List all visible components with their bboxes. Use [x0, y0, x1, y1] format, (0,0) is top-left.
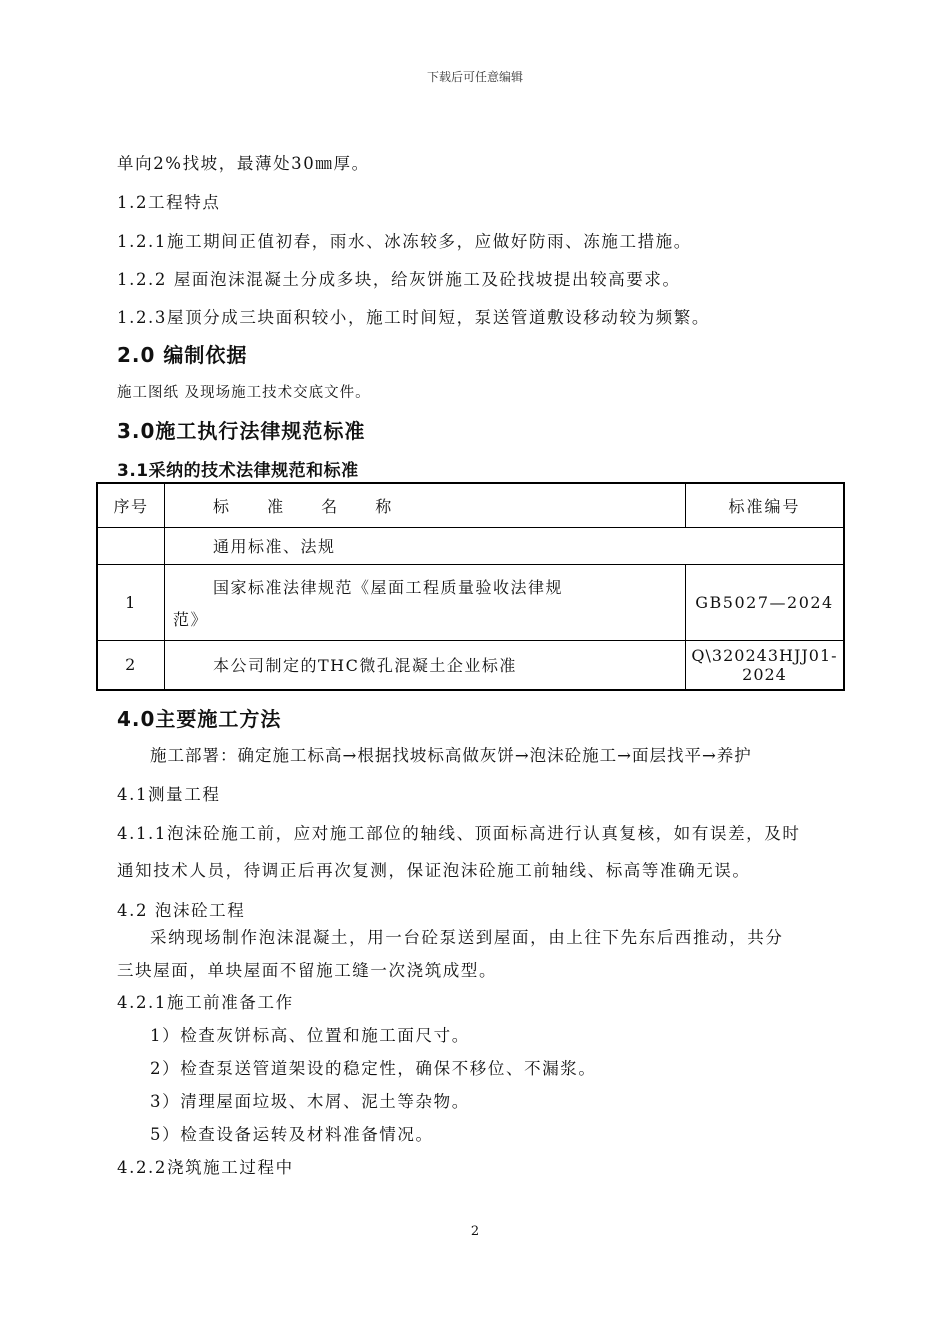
- paragraph-1-2-1: 1.2.1施工期间正值初春，雨水、冰冻较多，应做好防雨、冻施工措施。: [117, 232, 692, 251]
- heading-4-1: 4.1测量工程: [117, 785, 221, 804]
- list-item: 2）检查泵送管道架设的稳定性，确保不移位、不漏浆。: [150, 1059, 597, 1078]
- heading-3-0: 3.0施工执行法律规范标准: [117, 419, 366, 443]
- row-1-code: GB5027—2024: [686, 564, 845, 640]
- table-row: [97, 564, 844, 640]
- paragraph-1-2-3: 1.2.3屋顶分成三块面积较小，施工时间短，泵送管道敷设移动较为频繁。: [117, 308, 710, 327]
- page-header: 下载后可任意编辑: [426, 70, 523, 84]
- paragraph-basis: 施工图纸 及现场施工技术交底文件。: [117, 385, 371, 401]
- page-number: 2: [470, 1224, 480, 1239]
- paragraph-4-1-1-line2: 通知技术人员，待调正后再次复测，保证泡沫砼施工前轴线、标高等准确无误。: [117, 861, 751, 880]
- paragraph-1-2-2: 1.2.2 屋面泡沫混凝土分成多块，给灰饼施工及砼找坡提出较高要求。: [117, 270, 681, 289]
- table-header-row: [97, 483, 844, 527]
- list-item: 3）清理屋面垃圾、木屑、泥土等杂物。: [150, 1092, 470, 1111]
- heading-4-2-1: 4.2.1施工前准备工作: [117, 993, 294, 1012]
- heading-2-0: 2.0 编制依据: [117, 343, 248, 367]
- header-no: 序号: [97, 483, 165, 527]
- table-row: [97, 640, 844, 690]
- heading-4-0: 4.0主要施工方法: [117, 707, 282, 731]
- paragraph-4-2-line2: 三块屋面，单块屋面不留施工缝一次浇筑成型。: [117, 961, 498, 980]
- row-2-code: Q\320243HJJ01-2024: [686, 640, 845, 690]
- header-name: 标 准 名 称: [165, 483, 686, 527]
- row-2-name: 本公司制定的THC微孔混凝土企业标准: [165, 640, 686, 690]
- paragraph-4-1-1-line1: 4.1.1泡沫砼施工前，应对施工部位的轴线、顶面标高进行认真复核，如有误差，及时: [117, 824, 801, 843]
- table-section-row: [97, 527, 844, 564]
- heading-1-2: 1.2工程特点: [117, 193, 221, 212]
- heading-4-2: 4.2 泡沫砼工程: [117, 901, 246, 920]
- list-item: 5）检查设备运转及材料准备情况。: [150, 1125, 434, 1144]
- header-code: 标准编号: [686, 483, 845, 527]
- list-item: 1）检查灰饼标高、位置和施工面尺寸。: [150, 1026, 470, 1045]
- paragraph-slope: 单向2%找坡，最薄处30㎜厚。: [117, 154, 370, 173]
- heading-4-2-2: 4.2.2浇筑施工过程中: [117, 1158, 294, 1177]
- paragraph-deployment: 施工部署：确定施工标高→根据找坡标高做灰饼→泡沫砼施工→面层找平→养护: [150, 746, 752, 765]
- row-1-name: 国家标准法律规范《屋面工程质量验收法律规 范》: [165, 564, 686, 640]
- section-general: 通用标准、法规: [165, 527, 845, 564]
- row-1-no: 1: [97, 564, 165, 640]
- heading-3-1: 3.1采纳的技术法律规范和标准: [117, 461, 359, 481]
- row-2-no: 2: [97, 640, 165, 690]
- standards-table: [96, 482, 845, 691]
- paragraph-4-2-line1: 采纳现场制作泡沫混凝土，用一台砼泵送到屋面，由上往下先东后西推动，共分: [150, 928, 784, 947]
